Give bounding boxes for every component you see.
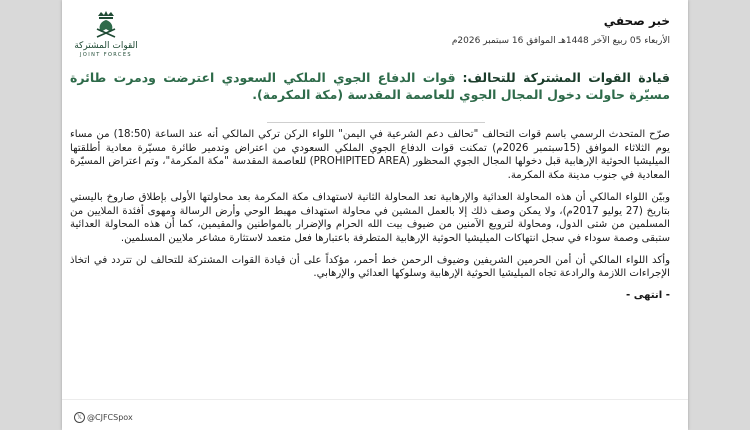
footer [62, 399, 688, 430]
paragraph-3: وأكد اللواء المالكي أن أمن الحرمين الشريفين وضيوف الرحمن خط أحمر، مؤكداً على أن قيادة القوات المشتركة للتحالف لن تتردد في اتخاذ الإجراءات اللازمة والرادعة تجاه الميليشيا الحوثية الإرهابية وسلوكها العدائي والإرهابي. [70, 254, 670, 280]
headline-lead: قيادة القوات المشتركة للتحالف: [462, 70, 670, 85]
release-date: الأربعاء 05 ربيع الآخر 1448هـ الموافق 16 سبتمبر 2026م [451, 36, 670, 46]
headline [70, 70, 670, 103]
logo-name-english: JOINT FORCES [80, 52, 132, 58]
headline-text: قوات الدفاع الجوي الملكي السعودي اعترضت ودمرت طائرة مسيّرة حاولت دخول المجال الجوي للعاصمة المقدسة (مكة المكرمة). [70, 70, 670, 102]
joint-forces-emblem-icon [94, 10, 118, 40]
press-release-page [62, 0, 688, 430]
paragraph-1: صرّح المتحدث الرسمي باسم قوات التحالف "تحالف دعم الشرعية في اليمن" اللواء الركن تركي المالكي أنه عند الساعة (18:50) من مساء يوم الثلاثاء الموافق (15سبتمبر 2026م) تمكنت قوات الدفاع الجوي الملكي السعودي من اعتراض وتدمير طائرة مسيّرة معادية أطلقتها الميليشيا الحوثية الإرهابية قبل دخولها المجال الجوي المحظور (PROHIPITED AREA) للعاصمة المقدسة "مكة المكرمة"، وتم اعتراض المسيّرة المعادية في جنوب مدينة مكة المكرمة. [70, 129, 671, 182]
divider [267, 122, 485, 123]
social-handle[interactable] [74, 412, 133, 423]
social-handle-text: @CJFCSpox [87, 413, 133, 422]
paragraph-2: وبيّن اللواء المالكي أن هذه المحاولة العدائية والإرهابية تعد المحاولة الثانية لاستهداف مكة المكرمة بعد محاولتها الأولى بإطلاق صاروخ باليستي بتاريخ (27 يوليو 2017م)، ولا يمكن وصف ذلك إلا بالعمل المشين في محاولة استهداف مهبط الوحي وأرض الرسالة ومهوى أفئدة الملايين من المسلمين من شتى الدول، ومحاولة لترويع الآمنين من ضيوف بيت الله الحرام والإضرار بالمواطنين والمقيمين، كما أن هذه المحاولة العدائية ستبقى وصمة سوداء في سجل انتهاكات الميليشيا الحوثية الإرهابية المتطرفة باعتبارها فعل متعمد لاستثارة مشاعر ملايين المسلمين. [70, 191, 670, 244]
x-twitter-icon: 𝕏 [74, 412, 85, 423]
joint-forces-logo [74, 10, 138, 58]
press-release-label: خبر صحفي [603, 14, 670, 28]
logo-name-arabic: القوات المشتركة [74, 41, 138, 51]
end-marker: - انتهى - [625, 290, 670, 302]
article-body [70, 128, 670, 303]
